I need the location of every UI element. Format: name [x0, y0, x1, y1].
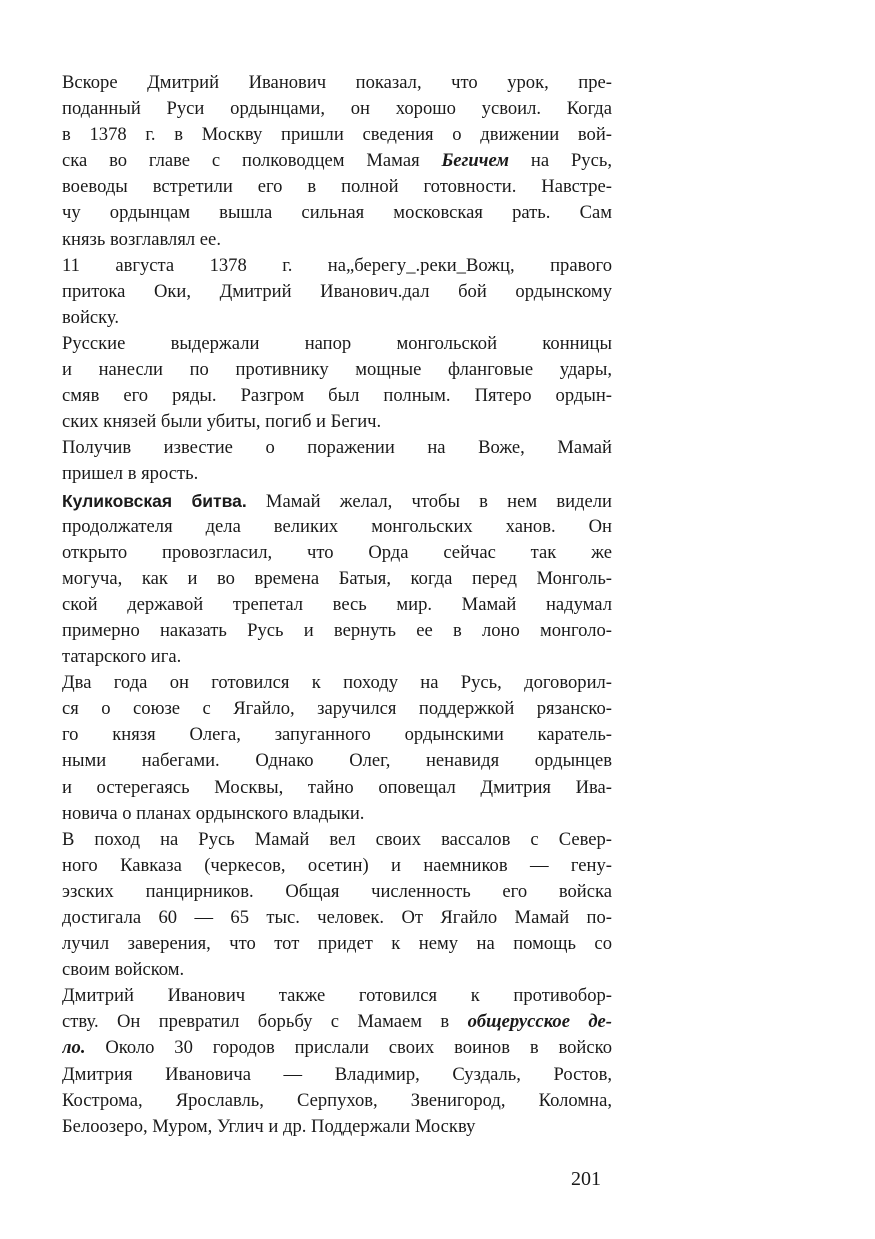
text-line — [62, 96, 612, 122]
text-line — [62, 122, 612, 148]
text-line — [62, 827, 612, 853]
text-line — [62, 1088, 612, 1114]
text-line — [62, 148, 612, 174]
text-run: пришел в ярость. — [62, 463, 199, 485]
text-line — [62, 540, 612, 566]
text-run: открыто провозгласил, что Орда сейчас так же — [62, 541, 612, 563]
text-line — [62, 279, 612, 305]
text-run: продолжателя дела великих монгольских ханов. Он — [62, 515, 612, 537]
text-run: ству. Он превратил борьбу с Мамаем в — [62, 1011, 468, 1033]
text-run: В поход на Русь Мамай вел своих вассалов с Север- — [62, 828, 612, 850]
text-line — [62, 305, 612, 331]
text-run: Русские выдержали напор монгольской конницы — [62, 332, 612, 354]
text-line — [62, 200, 612, 226]
text-line — [62, 1035, 612, 1061]
text-line — [62, 879, 612, 905]
text-line — [62, 409, 612, 435]
text-run: лучил заверения, что тот придет к нему на помощь со — [62, 933, 612, 955]
text-line — [62, 644, 612, 670]
paragraph — [62, 827, 612, 984]
text-line — [62, 1009, 612, 1035]
text-line — [62, 227, 612, 253]
text-line — [62, 853, 612, 879]
text-line — [62, 435, 612, 461]
text-run: поданный Руси ордынцами, он хорошо усвоил. Когда — [62, 98, 612, 120]
text-run: примерно наказать Русь и вернуть ее в лоно монголо- — [62, 619, 612, 641]
text-run: ными набегами. Однако Олег, ненавидя ордынцев — [62, 750, 612, 772]
text-line — [62, 566, 612, 592]
text-run: и нанесли по противнику мощные фланговые удары, — [62, 359, 612, 381]
text-line — [62, 983, 612, 1009]
text-run: Получив известие о поражении на Воже, Мамай — [62, 437, 612, 459]
text-line — [62, 331, 612, 357]
text-run: чу ордынцам вышла сильная московская рать. Сам — [62, 202, 612, 224]
text-run: князь возглавлял ее. — [62, 228, 221, 250]
text-run: на Русь, — [509, 150, 612, 172]
text-line — [62, 801, 612, 827]
text-run: Дмитрия Ивановича — Владимир, Суздаль, Ростов, — [62, 1063, 612, 1085]
text-line — [62, 618, 612, 644]
text-line — [62, 592, 612, 618]
text-line — [62, 931, 612, 957]
text-line — [62, 722, 612, 748]
text-run: Вскоре Дмитрий Иванович показал, что урок, пре- — [62, 72, 612, 93]
paragraph — [62, 670, 612, 827]
text-run: Около 30 городов прислали своих воинов в войско — [85, 1037, 612, 1059]
page-body — [62, 70, 612, 1140]
text-line — [62, 174, 612, 200]
text-line — [62, 514, 612, 540]
text-line — [62, 488, 612, 514]
text-line — [62, 905, 612, 931]
text-run: Мамай желал, чтобы в нем видели — [246, 490, 612, 512]
text-run: могуча, как и во времена Батыя, когда перед Монголь- — [62, 567, 612, 589]
text-run: ска во главе с полководцем Мамая — [62, 150, 442, 172]
text-line — [62, 383, 612, 409]
text-line — [62, 461, 612, 487]
text-line — [62, 775, 612, 801]
paragraph — [62, 983, 612, 1140]
text-run: Кострома, Ярославль, Серпухов, Звенигород, Коломна, — [62, 1089, 612, 1111]
text-run: го князя Олега, запуганного ордынскими каратель- — [62, 724, 612, 746]
text-run: своим войском. — [62, 959, 185, 981]
text-run: ного Кавказа (черкесов, осетин) и наемников — гену- — [62, 854, 612, 876]
text-line — [62, 957, 612, 983]
text-run: в 1378 г. в Москву пришли сведения о движении вой- — [62, 124, 612, 146]
emphasis-text: Бегичем — [441, 150, 510, 172]
text-run: воеводы встретили его в полной готовности. Навстре- — [62, 176, 612, 198]
section-paragraph — [62, 488, 612, 671]
text-run: смяв его ряды. Разгром был полным. Пятеро ордын- — [62, 385, 612, 407]
text-run: Два года он готовился к походу на Русь, договорил- — [62, 672, 612, 694]
text-run: достигала 60 — 65 тыс. человек. От Ягайло Мамай по- — [62, 907, 612, 928]
text-line — [62, 1114, 612, 1140]
text-run: ской державой трепетал весь мир. Мамай надумал — [62, 593, 612, 615]
text-run: ся о союзе с Ягайло, заручился поддержкой рязанско- — [62, 698, 612, 720]
text-run: новича о планах ордынского владыки. — [62, 802, 365, 824]
text-line — [62, 696, 612, 722]
paragraph — [62, 435, 612, 487]
text-line — [62, 70, 612, 96]
text-run: войску. — [62, 306, 120, 328]
text-run: ских князей были убиты, погиб и Бегич. — [62, 411, 382, 433]
page-number: 201 — [571, 1168, 601, 1190]
text-run: Дмитрий Иванович также готовился к противобор- — [62, 985, 612, 1007]
text-run: татарского ига. — [62, 646, 182, 668]
paragraph — [62, 331, 612, 435]
emphasis-text: общерусское де- — [467, 1011, 612, 1033]
paragraph — [62, 253, 612, 331]
emphasis-text: ло. — [62, 1037, 86, 1059]
text-line — [62, 670, 612, 696]
text-run: 11 августа 1378 г. на„берегу_.реки_Вожц, правого — [62, 254, 612, 276]
text-line — [62, 253, 612, 279]
text-run: и остерегаясь Москвы, тайно оповещал Дмитрия Ива- — [62, 776, 612, 798]
section-heading: Куликовская битва. — [62, 490, 247, 511]
text-line — [62, 748, 612, 774]
text-line — [62, 1062, 612, 1088]
paragraph — [62, 70, 612, 253]
text-run: Белоозеро, Муром, Углич и др. Поддержали Москву — [62, 1115, 476, 1137]
text-run: эзских панцирников. Общая численность его войска — [62, 880, 612, 902]
text-run: притока Оки, Дмитрий Иванович.дал бой ордынскому — [62, 280, 612, 302]
text-line — [62, 357, 612, 383]
